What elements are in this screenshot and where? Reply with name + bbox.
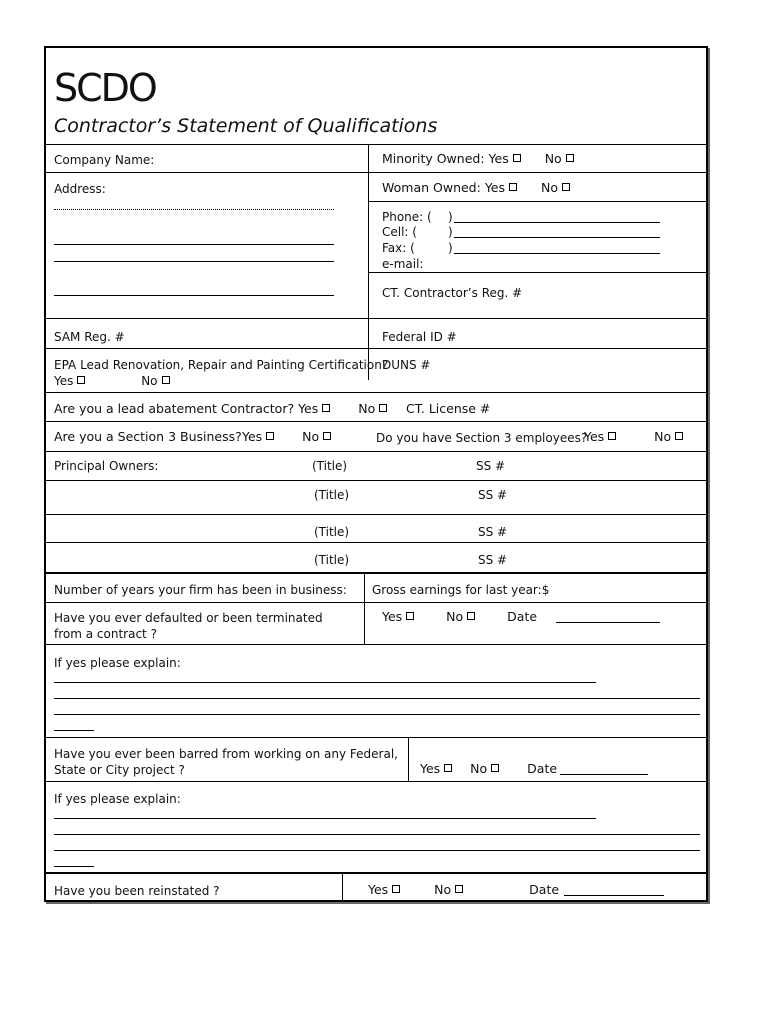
address-label: Address: xyxy=(54,182,106,196)
barred-date-field[interactable] xyxy=(560,774,648,775)
phone-paren: ) xyxy=(448,210,453,224)
cell-field[interactable] xyxy=(454,237,660,238)
years-in-business-label: Number of years your firm has been in business: xyxy=(54,583,347,597)
section3-employees-options xyxy=(584,430,683,444)
lead-abatement-label: Are you a lead abatement Contractor? xyxy=(54,401,295,416)
owner-title-label: (Title) xyxy=(314,553,350,567)
fax-paren: ) xyxy=(448,241,453,255)
address-line[interactable] xyxy=(54,209,334,210)
owner-ss-label: SS # xyxy=(478,553,508,567)
minority-owned-row xyxy=(382,152,574,166)
default-no-label: No xyxy=(446,609,464,624)
s3e-yes-checkbox[interactable] xyxy=(608,432,616,440)
reinstated-date-field[interactable] xyxy=(564,895,664,896)
s3b-no-checkbox[interactable] xyxy=(323,432,331,440)
section3-employees-label: Do you have Section 3 employees? xyxy=(376,431,588,445)
org-title: SCDO xyxy=(54,66,156,110)
section3-business-label: Are you a Section 3 Business? xyxy=(54,429,242,444)
epa-options xyxy=(54,374,170,388)
woman-yes-label: Yes xyxy=(484,180,505,195)
s3b-yes-checkbox[interactable] xyxy=(266,432,274,440)
default-yes-checkbox[interactable] xyxy=(406,612,414,620)
minority-no-checkbox[interactable] xyxy=(566,154,574,162)
reinstated-date-label: Date xyxy=(529,882,560,897)
reinstated-yes-label: Yes xyxy=(368,882,389,897)
barred-no-checkbox[interactable] xyxy=(491,764,499,772)
explain-label: If yes please explain: xyxy=(54,656,181,670)
explain-line[interactable] xyxy=(54,818,596,819)
phone-label: Phone: ( xyxy=(382,210,432,224)
explain-line[interactable] xyxy=(54,730,94,731)
defaulted-options xyxy=(382,610,537,624)
barred-date-label: Date xyxy=(527,761,558,776)
woman-owned-label: Woman Owned: xyxy=(382,180,481,195)
reinstated-yes-checkbox[interactable] xyxy=(392,885,400,893)
barred-yes-checkbox[interactable] xyxy=(444,764,452,772)
barred-label: Have you ever been barred from working on any Federal, State or City project ? xyxy=(54,747,398,777)
default-date-label: Date xyxy=(507,609,538,624)
minority-owned-label: Minority Owned: xyxy=(382,151,485,166)
default-no-checkbox[interactable] xyxy=(467,612,475,620)
minority-yes-checkbox[interactable] xyxy=(513,154,521,162)
company-name-label: Company Name: xyxy=(54,153,155,167)
default-date-field[interactable] xyxy=(556,622,660,623)
epa-cert-label: EPA Lead Renovation, Repair and Painting Certification? xyxy=(54,358,389,372)
default-yes-label: Yes xyxy=(382,609,403,624)
s3b-no-label: No xyxy=(302,429,320,444)
reinstated-no-checkbox[interactable] xyxy=(455,885,463,893)
owner-ss-label: SS # xyxy=(478,488,508,502)
fax-label: Fax: ( xyxy=(382,241,415,255)
reinstated-label: Have you been reinstated ? xyxy=(54,884,220,898)
ct-contractor-reg-label: CT. Contractor’s Reg. # xyxy=(382,286,523,300)
owner-ss-label: SS # xyxy=(476,459,506,473)
email-label: e-mail: xyxy=(382,257,424,271)
barred-no-label: No xyxy=(470,761,488,776)
lead-no-checkbox[interactable] xyxy=(379,404,387,412)
fax-field[interactable] xyxy=(454,253,660,254)
lead-yes-label: Yes xyxy=(298,401,319,416)
owner-ss-label: SS # xyxy=(478,525,508,539)
cell-label: Cell: ( xyxy=(382,225,417,239)
reinstated-options xyxy=(368,883,559,897)
section3-business-options xyxy=(242,430,331,444)
address-line[interactable] xyxy=(54,244,334,245)
barred-yes-label: Yes xyxy=(420,761,441,776)
ct-license-label: CT. License # xyxy=(406,401,491,416)
federal-id-label: Federal ID # xyxy=(382,330,457,344)
principal-owners-label: Principal Owners: xyxy=(54,459,159,473)
gross-earnings-label: Gross earnings for last year:$ xyxy=(372,583,550,597)
sam-reg-label: SAM Reg. # xyxy=(54,330,125,344)
woman-no-label: No xyxy=(540,180,558,195)
s3b-yes-label: Yes xyxy=(242,429,263,444)
explain-line[interactable] xyxy=(54,850,700,851)
explain-line[interactable] xyxy=(54,682,596,683)
form-title: Contractor’s Statement of Qualifications xyxy=(54,115,438,137)
minority-yes-label: Yes xyxy=(488,151,509,166)
lead-no-label: No xyxy=(358,401,376,416)
s3e-no-checkbox[interactable] xyxy=(675,432,683,440)
qualifications-form xyxy=(44,46,708,902)
address-line[interactable] xyxy=(54,295,334,296)
s3e-yes-label: Yes xyxy=(584,429,605,444)
defaulted-label: Have you ever defaulted or been terminated from a contract ? xyxy=(54,611,323,641)
explain-line[interactable] xyxy=(54,698,700,699)
barred-options xyxy=(420,762,557,776)
epa-yes-label: Yes xyxy=(54,374,74,388)
woman-owned-row xyxy=(382,181,570,195)
woman-no-checkbox[interactable] xyxy=(562,183,570,191)
explain-label: If yes please explain: xyxy=(54,792,181,806)
phone-field[interactable] xyxy=(454,222,660,223)
explain-line[interactable] xyxy=(54,866,94,867)
owner-title-label: (Title) xyxy=(314,488,350,502)
epa-yes-checkbox[interactable] xyxy=(77,376,85,384)
epa-no-checkbox[interactable] xyxy=(162,376,170,384)
address-line[interactable] xyxy=(54,261,334,262)
lead-yes-checkbox[interactable] xyxy=(322,404,330,412)
owner-title-label: (Title) xyxy=(312,459,348,473)
owner-title-label: (Title) xyxy=(314,525,350,539)
s3e-no-label: No xyxy=(654,429,672,444)
minority-no-label: No xyxy=(544,151,562,166)
duns-label: DUNS # xyxy=(382,358,431,372)
explain-line[interactable] xyxy=(54,714,700,715)
lead-abatement-row xyxy=(54,402,387,416)
woman-yes-checkbox[interactable] xyxy=(509,183,517,191)
epa-no-label: No xyxy=(141,374,158,388)
cell-paren: ) xyxy=(448,225,453,239)
explain-line[interactable] xyxy=(54,834,700,835)
reinstated-no-label: No xyxy=(434,882,452,897)
